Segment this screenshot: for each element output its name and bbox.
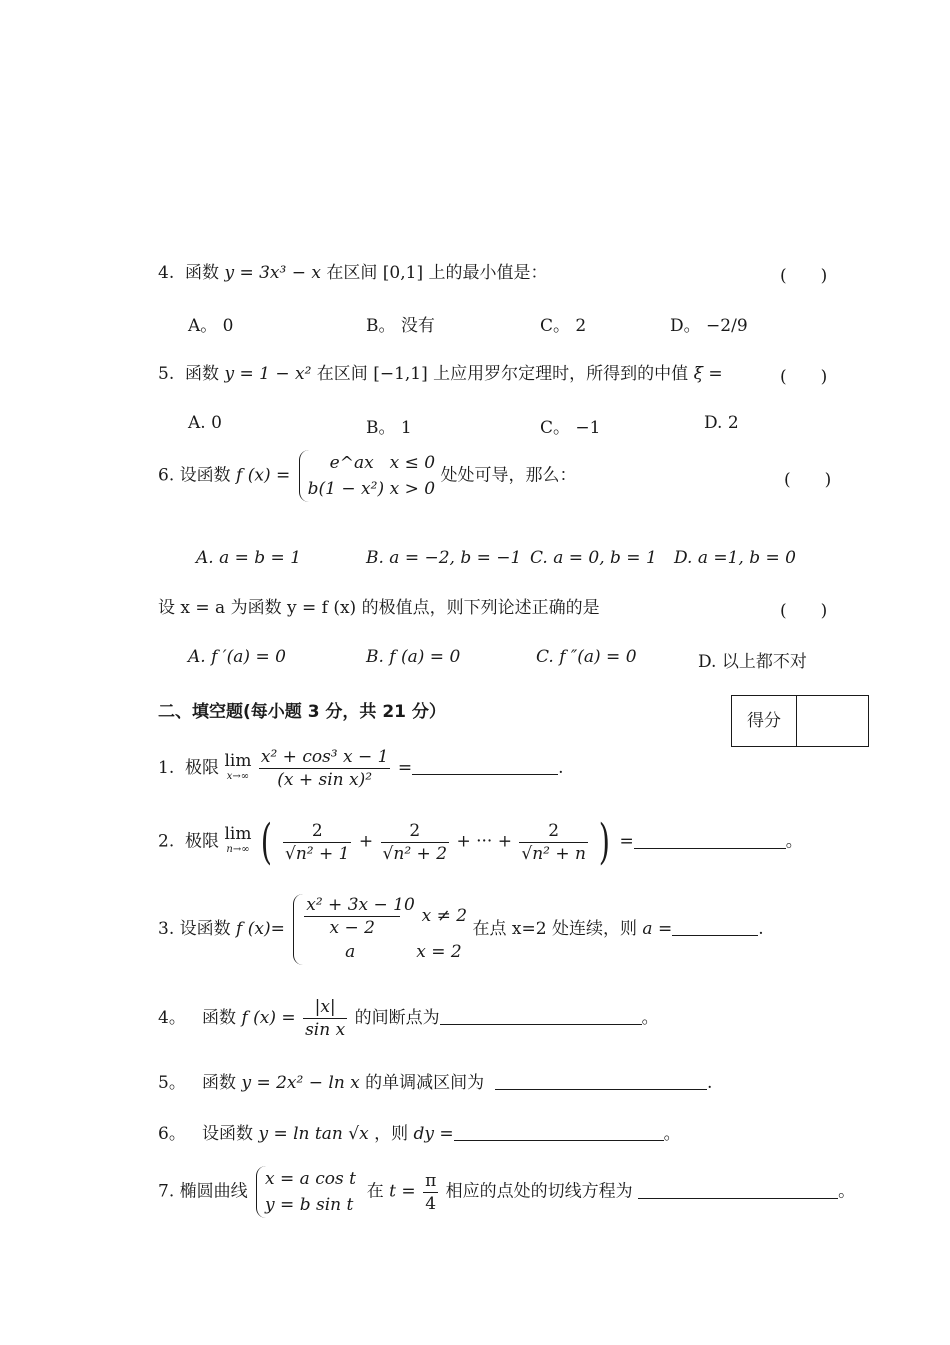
fill-question-4: 4。 函数 f (x) = $\frac{|x|}{\text{sin x}}$ 的间断点为 。 xyxy=(158,997,659,1040)
fraction: $\frac{\text{x² + cos³ x − 1}}{\text{(x + sin x)²}}$ xyxy=(260,747,389,790)
fill-question-1: 1. 极限 lim x→∞ $\frac{\text{x² + cos³ x − 1}}{\text{(x + sin x)²}}$ = . xyxy=(158,747,564,790)
question-7: 设 x = a 为函数 y = f (x) 的极值点，则下列论述正确的是 xyxy=(158,598,600,618)
answer-blank[interactable] xyxy=(454,1124,664,1141)
option-d: D。 −2/9 xyxy=(670,316,748,336)
answer-blank[interactable] xyxy=(495,1073,707,1090)
question-6: 6. 设函数 f (x) = e^ax x ≤ 0 b(1 − x²) x > 0 处处可导，那么： xyxy=(158,450,577,502)
option-a: A。 0 xyxy=(188,316,234,336)
answer-blank[interactable] xyxy=(634,832,786,849)
fill-question-7: 7. 椭圆曲线 x = a cos t y = b sin t 在 t = $\frac{\pi}{4}$ 相应的点处的切线方程为 。 xyxy=(158,1166,855,1218)
piecewise-brace: e^ax x ≤ 0 b(1 − x²) x > 0 xyxy=(299,450,435,502)
fill-question-3: 3. 设函数 f (x)= $\frac{\text{x² + 3x − 10}}{x - 2}$ x ≠ 2 a x = 2 在点 x=2 处连续，则 a = . xyxy=(158,894,764,965)
answer-bracket: ( ) xyxy=(780,367,828,387)
answer-blank[interactable] xyxy=(412,758,558,775)
option-c: C。 2 xyxy=(540,316,587,336)
parametric-brace: x = a cos t y = b sin t xyxy=(256,1166,356,1218)
answer-bracket: ( ) xyxy=(780,601,828,621)
option-a: A. a = b = 1 xyxy=(196,548,302,568)
option-d: D. 以上都不对 xyxy=(698,652,807,672)
answer-blank[interactable] xyxy=(638,1182,838,1199)
option-d: D. a =1, b = 0 xyxy=(674,548,796,568)
option-c: C. a = 0, b = 1 xyxy=(530,548,657,568)
option-b: B。 1 xyxy=(366,418,412,438)
score-label: 得分 xyxy=(732,696,797,746)
answer-blank[interactable] xyxy=(672,919,758,936)
answer-blank[interactable] xyxy=(440,1008,642,1025)
option-b: B。 没有 xyxy=(366,316,435,336)
option-a: A. 0 xyxy=(188,413,222,433)
answer-bracket: ( ) xyxy=(784,470,832,490)
limit: lim x→∞ xyxy=(224,750,252,782)
answer-bracket: ( ) xyxy=(780,266,828,286)
option-c: C. f ″(a) = 0 xyxy=(536,647,637,667)
fraction: $\frac{\pi}{4}$ xyxy=(425,1170,437,1214)
question-4: 4. 函数 y = 3x³ − x 在区间 [0,1] 上的最小值是： xyxy=(158,263,548,283)
score-box xyxy=(731,695,869,747)
fill-question-5: 5。 函数 y = 2x² − ln x 的单调减区间为 . xyxy=(158,1073,713,1093)
option-b: B. a = −2, b = −1 xyxy=(366,548,522,568)
section-title: 二、填空题(每小题 3 分，共 21 分） xyxy=(158,702,446,722)
piecewise-brace: $\frac{\text{x² + 3x − 10}}{x - 2}$ x ≠ 2 a x = 2 xyxy=(293,894,467,965)
option-b: B. f (a) = 0 xyxy=(366,647,461,667)
fill-question-6: 6。 设函数 y = ln tan √x ，则 dy = 。 xyxy=(158,1124,681,1144)
option-c: C。 −1 xyxy=(540,418,601,438)
limit: lim n→∞ xyxy=(224,824,252,855)
fraction: $\frac{|x|}{\text{sin x}}$ xyxy=(305,997,346,1040)
fill-question-2: 2. 极限 lim n→∞ ( $\frac{2}{\text{√n² + 1}}$ + $\frac{2}{\text{√n² + 2}}$ + ··· + $\frac{2}{\text{√n² + n}}$ ) = 。 xyxy=(158,814,803,870)
option-d: D. 2 xyxy=(704,413,739,433)
option-a: A. f ′(a) = 0 xyxy=(188,647,286,667)
question-5: 5. 函数 y = 1 − x² 在区间 [−1,1] 上应用罗尔定理时，所得到的中值 ξ = xyxy=(158,364,723,384)
